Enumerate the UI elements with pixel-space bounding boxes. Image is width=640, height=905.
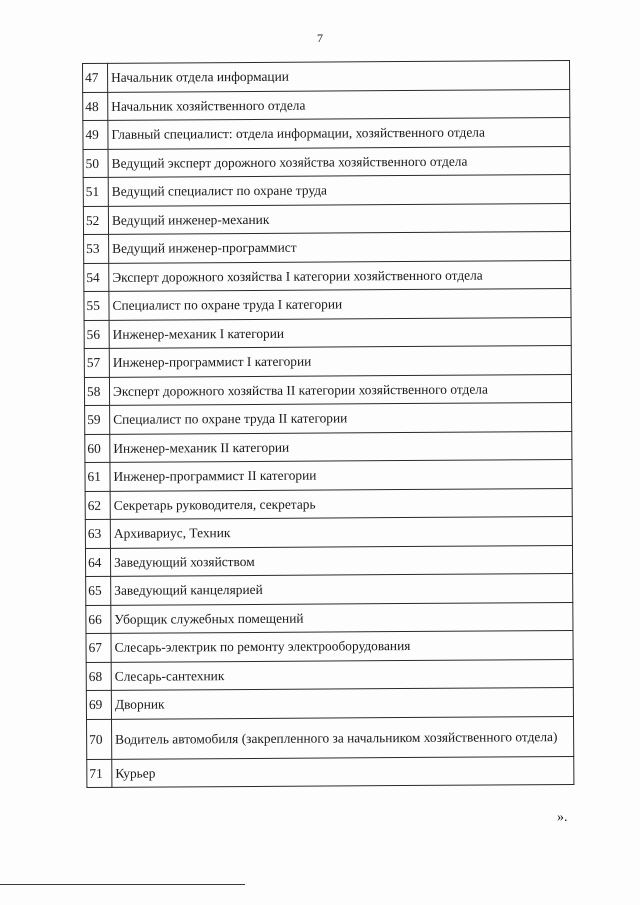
- row-number: 53: [84, 234, 109, 263]
- table-row: [84, 346, 571, 377]
- position-title: Курьер: [112, 756, 574, 787]
- position-title: Ведущий инженер-программист: [109, 232, 571, 263]
- row-number: 52: [83, 206, 108, 235]
- row-number: 71: [87, 759, 112, 788]
- table-row: [86, 602, 573, 633]
- table-row: [85, 460, 572, 491]
- position-title: Заведующий канцелярией: [111, 574, 573, 605]
- table-row: [84, 289, 571, 320]
- table-row: [83, 146, 570, 177]
- table-row: [84, 260, 571, 291]
- position-title: Ведущий эксперт дорожного хозяйства хозяйственного отдела: [108, 146, 570, 177]
- row-number: 65: [86, 576, 111, 605]
- row-number: 59: [85, 405, 110, 434]
- position-title: Водитель автомобиля (закрепленного за начальником хозяйственного отдела): [112, 716, 574, 759]
- position-title: Секретарь руководителя, секретарь: [110, 488, 572, 519]
- page-number: 7: [317, 31, 323, 45]
- position-title: Эксперт дорожного хозяйства I категории хозяйственного отдела: [109, 260, 571, 291]
- row-number: 60: [85, 434, 110, 463]
- row-number: 66: [86, 605, 111, 634]
- row-number: 62: [85, 491, 110, 520]
- table-row: [83, 118, 570, 149]
- position-title: Эксперт дорожного хозяйства II категории хозяйственного отдела: [109, 374, 571, 405]
- position-title: Инженер-механик II категории: [110, 431, 572, 462]
- row-number: 54: [84, 263, 109, 292]
- table-row: [84, 317, 571, 348]
- position-title: Заведующий хозяйством: [110, 545, 572, 576]
- table-row: [85, 488, 572, 519]
- position-title: Начальник отдела информации: [108, 61, 570, 92]
- row-number: 63: [85, 519, 110, 548]
- position-title: Инженер-механик I категории: [109, 317, 571, 348]
- table-row: [84, 374, 571, 405]
- row-number: 69: [86, 690, 111, 719]
- row-number: 68: [86, 662, 111, 691]
- position-title: Инженер-программист I категории: [109, 346, 571, 377]
- position-title: Главный специалист: отдела информации, хозяйственного отдела: [108, 118, 570, 149]
- row-number: 58: [84, 377, 109, 406]
- table-row: [86, 631, 573, 662]
- position-title: Ведущий специалист по охране труда: [108, 175, 570, 206]
- table-row: [86, 659, 573, 690]
- table-row: [85, 517, 572, 548]
- table-row: [83, 61, 570, 92]
- table-row: [83, 203, 570, 234]
- table-row: [83, 175, 570, 206]
- row-number: 64: [85, 548, 110, 577]
- table-row: [85, 431, 572, 462]
- positions-table: [82, 60, 574, 788]
- row-number: 51: [83, 177, 108, 206]
- row-number: 67: [86, 633, 111, 662]
- position-title: Уборщик служебных помещений: [111, 602, 573, 633]
- row-number: 56: [84, 320, 109, 349]
- table-row: [87, 716, 574, 759]
- row-number: 49: [83, 120, 108, 149]
- table-row: [87, 756, 574, 787]
- table-row: [86, 688, 573, 719]
- position-title: Ведущий инженер-механик: [108, 203, 570, 234]
- position-title: Специалист по охране труда II категории: [110, 403, 572, 434]
- table-row: [83, 89, 570, 120]
- row-number: 50: [83, 149, 108, 178]
- table-row: [85, 545, 572, 576]
- position-title: Инженер-программист II категории: [110, 460, 572, 491]
- position-title: Специалист по охране труда I категории: [109, 289, 571, 320]
- position-title: Дворник: [111, 688, 573, 719]
- row-number: 55: [84, 291, 109, 320]
- position-title: Слесарь-сантехник: [111, 659, 573, 690]
- row-number: 70: [87, 719, 112, 759]
- row-number: 47: [83, 63, 108, 92]
- table-row: [86, 574, 573, 605]
- row-number: 61: [85, 462, 110, 491]
- row-number: 48: [83, 92, 108, 121]
- position-title: Начальник хозяйственного отдела: [108, 89, 570, 120]
- table-row: [84, 232, 571, 263]
- row-number: 57: [84, 348, 109, 377]
- positions-table-container: [82, 60, 574, 788]
- table-row: [85, 403, 572, 434]
- position-title: Слесарь-электрик по ремонту электрооборудования: [111, 631, 573, 662]
- bottom-divider-line: [0, 884, 245, 885]
- position-title: Архивариус, Техник: [110, 517, 572, 548]
- closing-quote-mark: ».: [557, 810, 568, 825]
